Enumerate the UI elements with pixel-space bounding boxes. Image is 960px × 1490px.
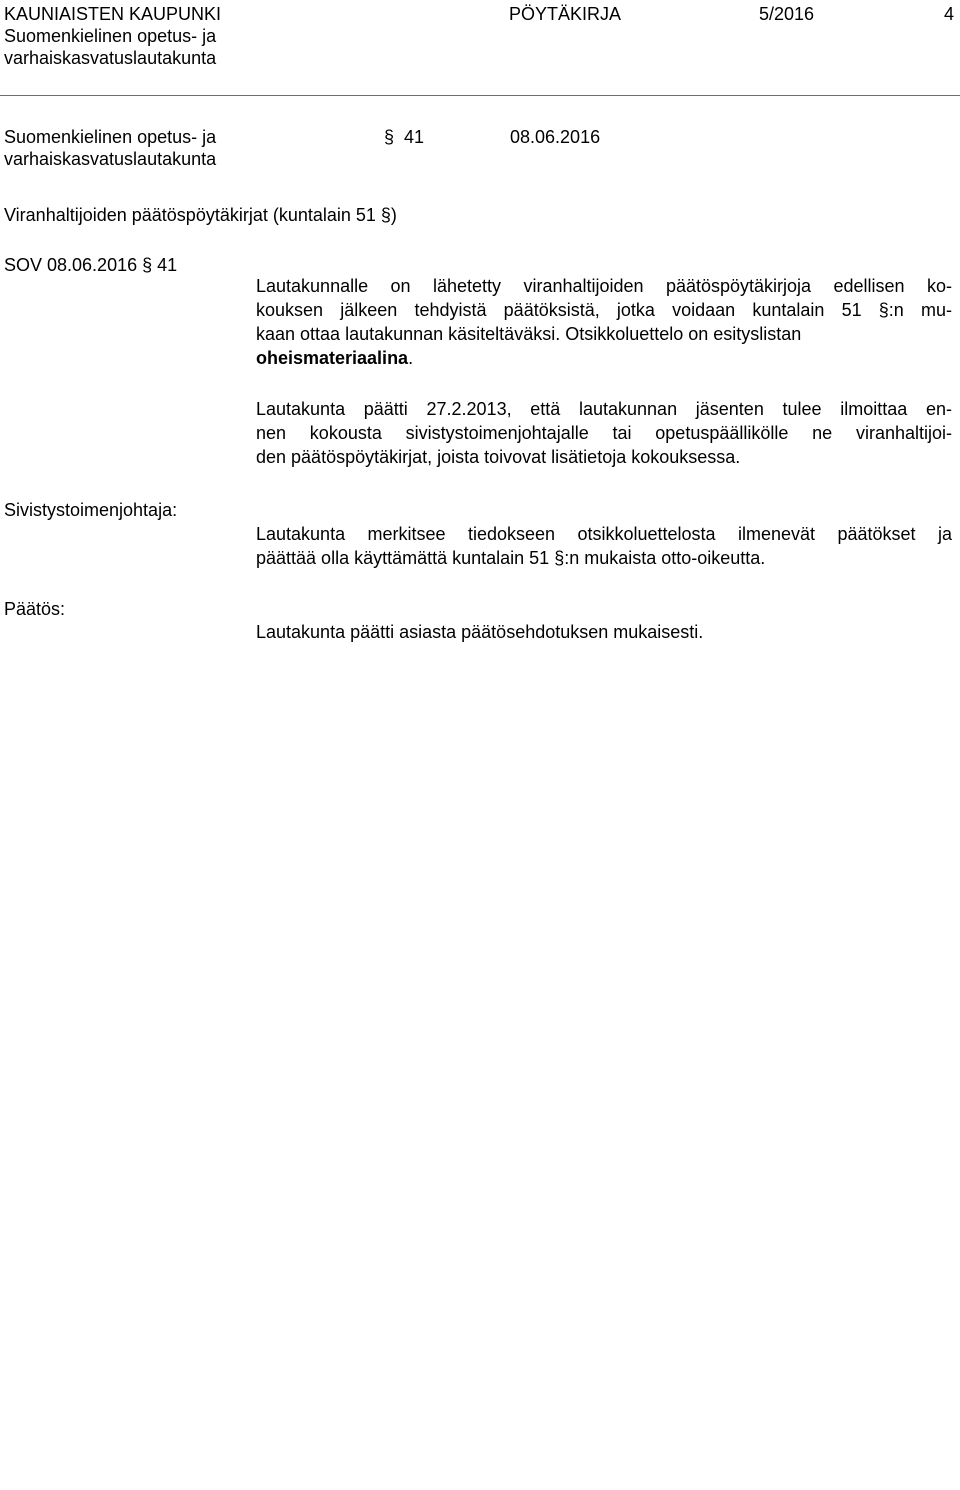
paragraph-proposal [256, 522, 956, 570]
text-line: päättää olla käyttämättä kuntalain 51 §:n mukaista otto-oikeutta. [256, 548, 766, 568]
document-type: PÖYTÄKIRJA [509, 4, 622, 24]
text-line: kouksen jälkeen tehdyistä päätöksistä, jotka voidaan kuntalain 51 §:n mu- [256, 300, 952, 320]
document-number: 5/2016 [759, 4, 815, 24]
paragraph-background [256, 274, 956, 370]
section-date: 08.06.2016 [510, 127, 601, 147]
period: . [408, 348, 414, 368]
proposal-label: Sivistystoimenjohtaja: [4, 500, 178, 520]
section-board-line1: Suomenkielinen opetus- ja [4, 127, 217, 147]
section-board [4, 126, 216, 170]
paragraph-decision [256, 620, 956, 644]
section-mark: § [384, 127, 395, 147]
item-heading: Viranhaltijoiden päätöspöytäkirjat (kuntalain 51 §) [4, 205, 397, 225]
organization-header [4, 3, 221, 69]
item-reference: SOV 08.06.2016 § 41 [4, 255, 178, 275]
board-name-line2: varhaiskasvatuslautakunta [4, 48, 217, 68]
text-line [256, 346, 956, 370]
board-name-line1: Suomenkielinen opetus- ja [4, 26, 217, 46]
decision-label: Päätös: [4, 599, 66, 619]
org-name: KAUNIAISTEN KAUPUNKI [4, 4, 222, 24]
text-line: Lautakunta päätti asiasta päätösehdotuksen mukaisesti. [256, 622, 704, 642]
text-line: den päätöspöytäkirjat, joista toivovat lisätietoja kokouksessa. [256, 447, 741, 467]
text-line: nen kokousta sivistystoimenjohtajalle tai opetuspäällikölle ne viranhaltijoi- [256, 423, 952, 443]
text-line: Lautakunta merkitsee tiedokseen otsikkoluettelosta ilmenevät päätökset ja [256, 524, 952, 544]
text-line: kaan ottaa lautakunnan käsiteltäväksi. Otsikkoluettelo on esityslistan [256, 324, 802, 344]
page-number: 4 [944, 4, 955, 24]
text-line: Lautakunnalle on lähetetty viranhaltijoiden päätöspöytäkirjoja edellisen ko- [256, 276, 952, 296]
header-divider [0, 95, 960, 96]
section-board-line2: varhaiskasvatuslautakunta [4, 149, 217, 169]
paragraph-earlier-decision [256, 397, 956, 469]
attachment-reference: oheismateriaalina [256, 348, 409, 368]
section-number: 41 [404, 127, 425, 147]
text-line: Lautakunta päätti 27.2.2013, että lautakunnan jäsenten tulee ilmoittaa en- [256, 399, 952, 419]
